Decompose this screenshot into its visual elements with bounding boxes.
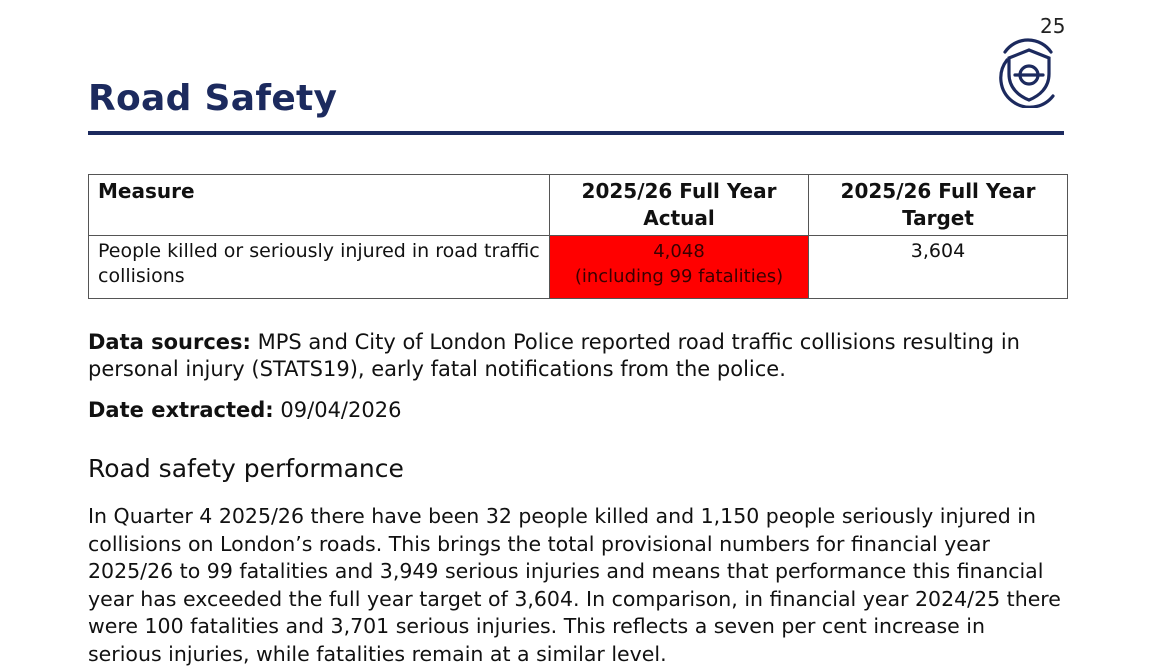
title-divider	[88, 131, 1064, 135]
section-heading: Road safety performance	[88, 454, 404, 483]
date-extracted	[88, 397, 1056, 424]
page-number: 25	[1040, 14, 1066, 38]
page-title: Road Safety	[88, 78, 338, 119]
target-cell: 3,604	[809, 236, 1068, 299]
data-sources	[88, 329, 1056, 383]
header-target: 2025/26 Full Year Target	[809, 175, 1068, 236]
actual-note: (including 99 fatalities)	[574, 266, 784, 287]
performance-body: In Quarter 4 2025/26 there have been 32 people killed and 1,150 people seriously injured in collisions on London’s roads. This brings the total provisional numbers for financial year 2025/26 to 99 fatalities and 3,949 serious injuries and means that performance this financial year has exceeded the full year target of 3,604. In comparison, in financial year 2024/25 there were 100 fatalities and 3,701 serious injuries. This reflects a seven per cent increase in serious injuries, while fatalities remain at a similar level.	[88, 504, 1061, 666]
data-sources-text: MPS and City of London Police reported road traffic collisions resulting in personal injury (STATS19), early fatal notifications from the police.	[88, 330, 1020, 381]
shield-roundel-logo-icon	[993, 38, 1065, 108]
table-header-row	[89, 175, 1068, 236]
header-actual: 2025/26 Full Year Actual	[550, 175, 809, 236]
measure-cell: People killed or seriously injured in road traffic collisions	[89, 236, 550, 299]
header-measure: Measure	[89, 175, 550, 236]
actual-cell	[550, 236, 809, 299]
date-extracted-value: 09/04/2026	[280, 398, 402, 422]
date-extracted-label: Date extracted:	[88, 398, 274, 422]
table-row	[89, 236, 1068, 299]
measures-table	[88, 174, 1068, 299]
data-sources-label: Data sources:	[88, 330, 251, 354]
actual-value: 4,048	[653, 241, 705, 262]
